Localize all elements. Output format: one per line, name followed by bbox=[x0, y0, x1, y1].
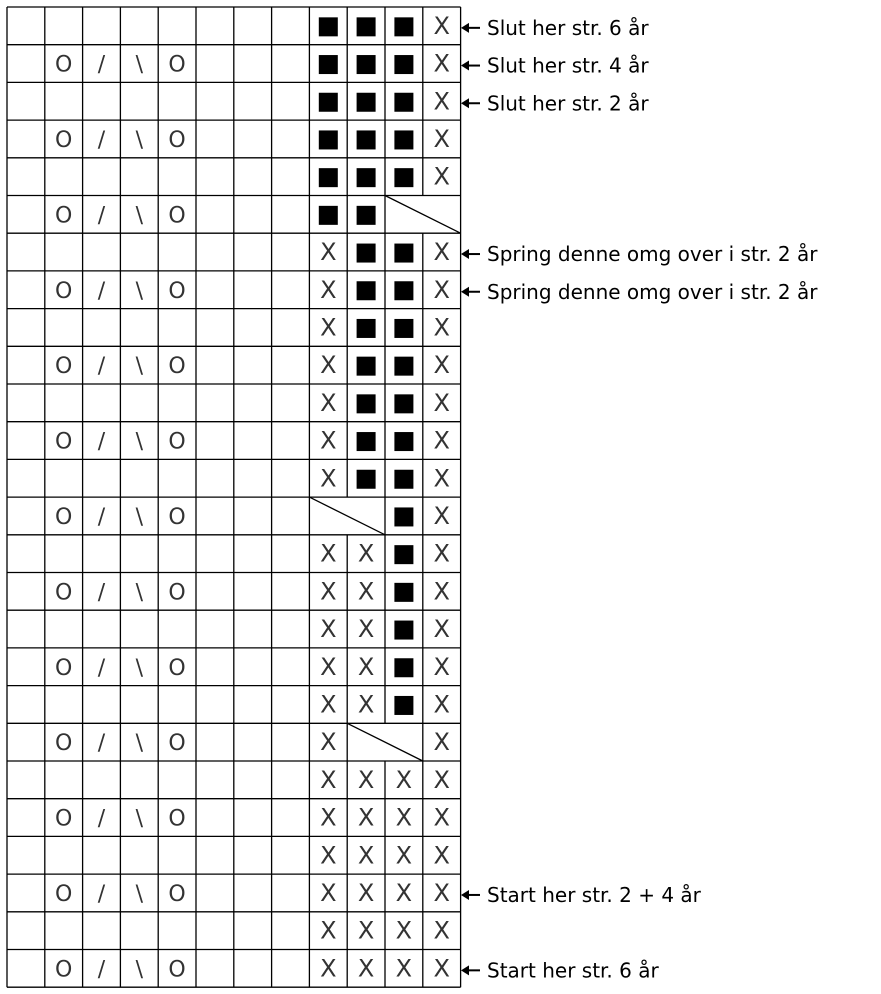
filled-square-symbol bbox=[394, 432, 413, 451]
x-symbol: X bbox=[433, 388, 450, 417]
filled-square-symbol bbox=[394, 357, 413, 376]
x-symbol: X bbox=[433, 162, 450, 191]
arrow-head-icon bbox=[461, 890, 469, 900]
yarn-over-symbol: O bbox=[55, 52, 73, 78]
decrease-diagonal bbox=[385, 196, 461, 234]
backslash-symbol: \ bbox=[135, 127, 144, 153]
filled-square-symbol bbox=[394, 244, 413, 263]
filled-square-symbol bbox=[394, 545, 413, 564]
filled-square-symbol bbox=[357, 206, 376, 225]
row-note-text: Spring denne omg over i str. 2 år bbox=[487, 279, 818, 304]
x-symbol: X bbox=[320, 615, 337, 644]
x-symbol: X bbox=[320, 690, 337, 719]
x-symbol: X bbox=[357, 577, 375, 606]
slash-symbol: / bbox=[97, 580, 106, 606]
slash-symbol: / bbox=[97, 655, 106, 681]
yarn-over-symbol: O bbox=[55, 127, 73, 153]
filled-square-symbol bbox=[394, 394, 413, 413]
x-symbol: X bbox=[357, 539, 375, 568]
filled-square-symbol bbox=[394, 93, 413, 112]
x-symbol: X bbox=[433, 275, 450, 304]
filled-square-symbol bbox=[394, 696, 413, 715]
x-symbol: X bbox=[395, 916, 413, 945]
yarn-over-symbol: O bbox=[168, 731, 186, 757]
yarn-over-symbol: O bbox=[168, 806, 186, 832]
backslash-symbol: \ bbox=[135, 655, 144, 681]
yarn-over-symbol: O bbox=[168, 354, 186, 380]
slash-symbol: / bbox=[97, 278, 106, 304]
x-symbol: X bbox=[433, 351, 450, 380]
yarn-over-symbol: O bbox=[55, 957, 73, 983]
x-symbol: X bbox=[357, 954, 375, 983]
x-symbol: X bbox=[433, 728, 450, 757]
backslash-symbol: \ bbox=[135, 429, 144, 455]
decrease-diagonal bbox=[347, 723, 423, 761]
filled-square-symbol bbox=[319, 168, 338, 187]
yarn-over-symbol: O bbox=[168, 127, 186, 153]
x-symbol: X bbox=[433, 501, 450, 530]
yarn-over-symbol: O bbox=[55, 429, 73, 455]
slash-symbol: / bbox=[97, 203, 106, 229]
x-symbol: X bbox=[357, 841, 375, 870]
x-symbol: X bbox=[320, 539, 337, 568]
x-symbol: X bbox=[433, 124, 450, 153]
filled-square-symbol bbox=[357, 17, 376, 36]
filled-square-symbol bbox=[394, 583, 413, 602]
arrow-head-icon bbox=[461, 98, 469, 108]
arrow-head-icon bbox=[461, 249, 469, 259]
row-note bbox=[461, 16, 649, 40]
x-symbol: X bbox=[320, 841, 337, 870]
row-note-text: Slut her str. 4 år bbox=[487, 53, 649, 78]
x-symbol: X bbox=[433, 577, 450, 606]
arrow-head-icon bbox=[461, 287, 469, 297]
arrow-head-icon bbox=[461, 965, 469, 975]
x-symbol: X bbox=[395, 878, 413, 907]
yarn-over-symbol: O bbox=[55, 504, 73, 530]
row-note-text: Start her str. 6 år bbox=[487, 958, 659, 983]
filled-square-symbol bbox=[394, 470, 413, 489]
yarn-over-symbol: O bbox=[55, 354, 73, 380]
yarn-over-symbol: O bbox=[55, 580, 73, 606]
yarn-over-symbol: O bbox=[168, 957, 186, 983]
row-note bbox=[461, 280, 818, 304]
slash-symbol: / bbox=[97, 731, 106, 757]
filled-square-symbol bbox=[394, 319, 413, 338]
filled-square-symbol bbox=[319, 130, 338, 149]
filled-square-symbol bbox=[319, 17, 338, 36]
x-symbol: X bbox=[433, 878, 450, 907]
x-symbol: X bbox=[320, 238, 337, 267]
row-note bbox=[461, 242, 818, 266]
backslash-symbol: \ bbox=[135, 957, 144, 983]
x-symbol: X bbox=[320, 954, 337, 983]
x-symbol: X bbox=[320, 351, 337, 380]
x-symbol: X bbox=[320, 728, 337, 757]
x-symbol: X bbox=[395, 765, 413, 794]
x-symbol: X bbox=[433, 916, 450, 945]
x-symbol: X bbox=[433, 690, 450, 719]
row-note bbox=[461, 54, 649, 78]
x-symbol: X bbox=[320, 464, 337, 493]
x-symbol: X bbox=[320, 388, 337, 417]
yarn-over-symbol: O bbox=[168, 881, 186, 907]
row-note-text: Start her str. 2 + 4 år bbox=[487, 882, 701, 907]
x-symbol: X bbox=[320, 916, 337, 945]
slash-symbol: / bbox=[97, 354, 106, 380]
x-symbol: X bbox=[320, 426, 337, 455]
yarn-over-symbol: O bbox=[55, 731, 73, 757]
slash-symbol: / bbox=[97, 504, 106, 530]
filled-square-symbol bbox=[319, 93, 338, 112]
x-symbol: X bbox=[357, 652, 375, 681]
filled-square-symbol bbox=[357, 168, 376, 187]
slash-symbol: / bbox=[97, 127, 106, 153]
backslash-symbol: \ bbox=[135, 203, 144, 229]
x-symbol: X bbox=[433, 954, 450, 983]
filled-square-symbol bbox=[357, 432, 376, 451]
row-note-text: Slut her str. 2 år bbox=[487, 91, 649, 116]
x-symbol: X bbox=[433, 803, 450, 832]
slash-symbol: / bbox=[97, 806, 106, 832]
x-symbol: X bbox=[357, 615, 375, 644]
filled-square-symbol bbox=[357, 357, 376, 376]
x-symbol: X bbox=[320, 878, 337, 907]
grid-lines bbox=[7, 7, 461, 987]
row-note-text: Spring denne omg over i str. 2 år bbox=[487, 242, 818, 267]
row-note bbox=[461, 958, 659, 982]
x-symbol: X bbox=[357, 916, 375, 945]
backslash-symbol: \ bbox=[135, 580, 144, 606]
x-symbol: X bbox=[433, 313, 450, 342]
x-symbol: X bbox=[320, 652, 337, 681]
x-symbol: X bbox=[395, 841, 413, 870]
filled-square-symbol bbox=[357, 93, 376, 112]
backslash-symbol: \ bbox=[135, 881, 144, 907]
filled-square-symbol bbox=[357, 281, 376, 300]
filled-square-symbol bbox=[394, 17, 413, 36]
yarn-over-symbol: O bbox=[168, 278, 186, 304]
row-note bbox=[461, 91, 649, 115]
filled-square-symbol bbox=[357, 244, 376, 263]
x-symbol: X bbox=[433, 539, 450, 568]
x-symbol: X bbox=[320, 765, 337, 794]
x-symbol: X bbox=[433, 49, 450, 78]
x-symbol: X bbox=[320, 275, 337, 304]
backslash-symbol: \ bbox=[135, 806, 144, 832]
arrow-head-icon bbox=[461, 61, 469, 71]
filled-square-symbol bbox=[394, 130, 413, 149]
x-symbol: X bbox=[433, 464, 450, 493]
row-note bbox=[461, 883, 702, 907]
filled-square-symbol bbox=[357, 470, 376, 489]
x-symbol: X bbox=[433, 11, 450, 40]
filled-square-symbol bbox=[357, 319, 376, 338]
x-symbol: X bbox=[433, 652, 450, 681]
yarn-over-symbol: O bbox=[55, 203, 73, 229]
backslash-symbol: \ bbox=[135, 504, 144, 530]
filled-square-symbol bbox=[319, 55, 338, 74]
x-symbol: X bbox=[433, 615, 450, 644]
yarn-over-symbol: O bbox=[168, 655, 186, 681]
slash-symbol: / bbox=[97, 957, 106, 983]
filled-square-symbol bbox=[357, 55, 376, 74]
x-symbol: X bbox=[357, 803, 375, 832]
backslash-symbol: \ bbox=[135, 731, 144, 757]
yarn-over-symbol: O bbox=[55, 881, 73, 907]
slash-symbol: / bbox=[97, 429, 106, 455]
yarn-over-symbol: O bbox=[168, 580, 186, 606]
x-symbol: X bbox=[320, 577, 337, 606]
filled-square-symbol bbox=[394, 168, 413, 187]
arrow-head-icon bbox=[461, 23, 469, 33]
x-symbol: X bbox=[357, 765, 375, 794]
filled-square-symbol bbox=[394, 621, 413, 640]
filled-square-symbol bbox=[394, 55, 413, 74]
filled-square-symbol bbox=[357, 394, 376, 413]
x-symbol: X bbox=[433, 765, 450, 794]
filled-square-symbol bbox=[357, 130, 376, 149]
x-symbol: X bbox=[320, 803, 337, 832]
filled-square-symbol bbox=[394, 281, 413, 300]
slash-symbol: / bbox=[97, 52, 106, 78]
x-symbol: X bbox=[433, 426, 450, 455]
filled-square-symbol bbox=[319, 206, 338, 225]
x-symbol: X bbox=[395, 954, 413, 983]
yarn-over-symbol: O bbox=[168, 52, 186, 78]
x-symbol: X bbox=[433, 841, 450, 870]
yarn-over-symbol: O bbox=[168, 203, 186, 229]
filled-square-symbol bbox=[394, 507, 413, 526]
x-symbol: X bbox=[357, 690, 375, 719]
filled-square-symbol bbox=[394, 658, 413, 677]
slash-symbol: / bbox=[97, 881, 106, 907]
x-symbol: X bbox=[433, 238, 450, 267]
backslash-symbol: \ bbox=[135, 354, 144, 380]
yarn-over-symbol: O bbox=[55, 278, 73, 304]
x-symbol: X bbox=[357, 878, 375, 907]
yarn-over-symbol: O bbox=[168, 429, 186, 455]
yarn-over-symbol: O bbox=[55, 806, 73, 832]
yarn-over-symbol: O bbox=[55, 655, 73, 681]
x-symbol: X bbox=[320, 313, 337, 342]
x-symbol: X bbox=[433, 87, 450, 116]
row-note-text: Slut her str. 6 år bbox=[487, 15, 649, 40]
x-symbol: X bbox=[395, 803, 413, 832]
decrease-diagonal bbox=[309, 497, 385, 535]
row-notes bbox=[461, 16, 818, 983]
backslash-symbol: \ bbox=[135, 52, 144, 78]
yarn-over-symbol: O bbox=[168, 504, 186, 530]
backslash-symbol: \ bbox=[135, 278, 144, 304]
